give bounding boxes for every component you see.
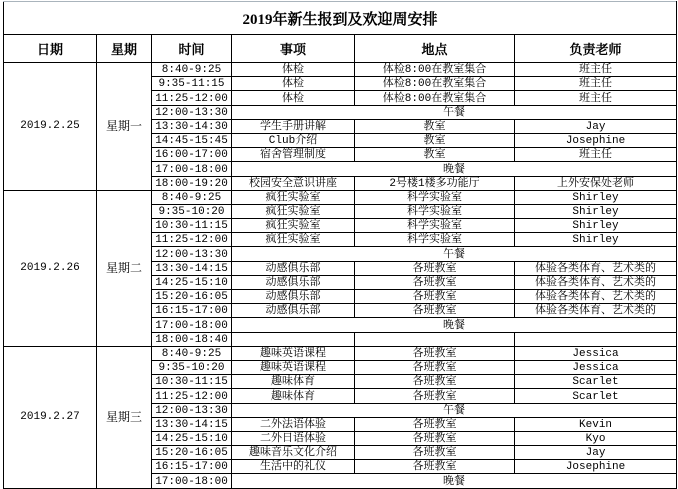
item-cell[interactable]: Club介绍 xyxy=(232,133,355,147)
item-cell[interactable]: 疯狂实验室 xyxy=(232,190,355,204)
location-cell[interactable]: 教室 xyxy=(355,148,515,162)
item-cell[interactable]: 生活中的礼仪 xyxy=(232,460,355,474)
item-cell[interactable]: 学生手册讲解 xyxy=(232,119,355,133)
item-cell[interactable]: 动感俱乐部 xyxy=(232,290,355,304)
table-row xyxy=(4,346,677,360)
meal-cell[interactable]: 午餐 xyxy=(232,105,677,119)
teacher-cell[interactable]: 体验各类体育、艺术类的 xyxy=(515,304,677,318)
time-cell[interactable]: 14:45-15:45 xyxy=(152,133,232,147)
table-row xyxy=(4,190,677,204)
teacher-cell[interactable]: Scarlet xyxy=(515,389,677,403)
time-cell[interactable]: 13:30-14:30 xyxy=(152,119,232,133)
day-weekday-cell[interactable]: 星期三 xyxy=(97,346,152,488)
meal-cell[interactable]: 晚餐 xyxy=(232,474,677,488)
teacher-cell[interactable]: Shirley xyxy=(515,190,677,204)
item-cell[interactable]: 趣味音乐文化介绍 xyxy=(232,446,355,460)
title-row xyxy=(4,2,677,35)
day-weekday-cell[interactable]: 星期一 xyxy=(97,63,152,191)
schedule-table xyxy=(3,1,677,489)
location-cell[interactable]: 各班教室 xyxy=(355,275,515,289)
item-cell[interactable]: 趣味体育 xyxy=(232,375,355,389)
time-cell[interactable]: 17:00-18:00 xyxy=(152,162,232,176)
location-cell[interactable]: 科学实验室 xyxy=(355,190,515,204)
time-cell[interactable]: 18:00-19:20 xyxy=(152,176,232,190)
item-cell[interactable] xyxy=(232,332,355,346)
location-cell[interactable]: 科学实验室 xyxy=(355,219,515,233)
teacher-cell[interactable]: 班主任 xyxy=(515,91,677,105)
item-cell[interactable]: 二外日语体验 xyxy=(232,431,355,445)
location-cell[interactable]: 各班教室 xyxy=(355,375,515,389)
header-row xyxy=(4,35,677,63)
teacher-cell[interactable]: 上外安保处老师 xyxy=(515,176,677,190)
teacher-cell[interactable]: 体验各类体育、艺术类的 xyxy=(515,261,677,275)
time-cell[interactable]: 12:00-13:30 xyxy=(152,247,232,261)
item-cell[interactable]: 宿舍管理制度 xyxy=(232,148,355,162)
item-cell[interactable]: 二外法语体验 xyxy=(232,417,355,431)
teacher-cell[interactable]: 班主任 xyxy=(515,77,677,91)
meal-cell[interactable]: 午餐 xyxy=(232,247,677,261)
location-cell[interactable]: 各班教室 xyxy=(355,290,515,304)
item-cell[interactable]: 动感俱乐部 xyxy=(232,261,355,275)
location-cell[interactable]: 体检8:00在教室集合 xyxy=(355,91,515,105)
location-cell[interactable]: 科学实验室 xyxy=(355,233,515,247)
day-date-cell[interactable]: 2019.2.26 xyxy=(4,190,97,346)
time-cell[interactable]: 11:25-12:00 xyxy=(152,91,232,105)
location-cell[interactable]: 体检8:00在教室集合 xyxy=(355,77,515,91)
item-cell[interactable]: 趣味英语课程 xyxy=(232,360,355,374)
time-cell[interactable]: 14:25-15:10 xyxy=(152,275,232,289)
time-cell[interactable]: 13:30-14:15 xyxy=(152,417,232,431)
time-cell[interactable]: 18:00-18:40 xyxy=(152,332,232,346)
teacher-cell[interactable]: 班主任 xyxy=(515,148,677,162)
time-cell[interactable]: 8:40-9:25 xyxy=(152,63,232,77)
location-cell[interactable]: 各班教室 xyxy=(355,446,515,460)
teacher-cell[interactable]: Shirley xyxy=(515,219,677,233)
teacher-cell[interactable]: Jay xyxy=(515,446,677,460)
location-cell[interactable] xyxy=(355,332,515,346)
location-cell[interactable]: 各班教室 xyxy=(355,431,515,445)
header-date[interactable]: 日期 xyxy=(4,35,97,63)
teacher-cell[interactable]: Kyo xyxy=(515,431,677,445)
time-cell[interactable]: 13:30-14:15 xyxy=(152,261,232,275)
time-cell[interactable]: 11:25-12:00 xyxy=(152,233,232,247)
item-cell[interactable]: 疯狂实验室 xyxy=(232,204,355,218)
day-date-cell[interactable]: 2019.2.25 xyxy=(4,63,97,191)
location-cell[interactable]: 2号楼1楼多功能厅 xyxy=(355,176,515,190)
time-cell[interactable]: 8:40-9:25 xyxy=(152,346,232,360)
teacher-cell[interactable]: Jay xyxy=(515,119,677,133)
location-cell[interactable]: 各班教室 xyxy=(355,346,515,360)
teacher-cell[interactable]: Jessica xyxy=(515,360,677,374)
item-cell[interactable]: 体检 xyxy=(232,91,355,105)
teacher-cell[interactable]: 体验各类体育、艺术类的 xyxy=(515,275,677,289)
sheet-title[interactable]: 2019年新生报到及欢迎周安排 xyxy=(4,2,677,35)
header-location[interactable]: 地点 xyxy=(355,35,515,63)
teacher-cell[interactable]: 体验各类体育、艺术类的 xyxy=(515,290,677,304)
location-cell[interactable]: 体检8:00在教室集合 xyxy=(355,63,515,77)
day-date-cell[interactable]: 2019.2.27 xyxy=(4,346,97,488)
time-cell[interactable]: 10:30-11:15 xyxy=(152,375,232,389)
item-cell[interactable]: 动感俱乐部 xyxy=(232,275,355,289)
day-weekday-cell[interactable]: 星期二 xyxy=(97,190,152,346)
time-cell[interactable]: 15:20-16:05 xyxy=(152,290,232,304)
teacher-cell[interactable]: Jessica xyxy=(515,346,677,360)
time-cell[interactable]: 16:15-17:00 xyxy=(152,460,232,474)
time-cell[interactable]: 10:30-11:15 xyxy=(152,219,232,233)
teacher-cell[interactable]: Josephine xyxy=(515,460,677,474)
item-cell[interactable]: 趣味体育 xyxy=(232,389,355,403)
item-cell[interactable]: 疯狂实验室 xyxy=(232,219,355,233)
teacher-cell[interactable]: Shirley xyxy=(515,204,677,218)
location-cell[interactable]: 各班教室 xyxy=(355,261,515,275)
item-cell[interactable]: 疯狂实验室 xyxy=(232,233,355,247)
item-cell[interactable]: 体检 xyxy=(232,77,355,91)
time-cell[interactable]: 11:25-12:00 xyxy=(152,389,232,403)
item-cell[interactable]: 动感俱乐部 xyxy=(232,304,355,318)
time-cell[interactable]: 12:00-13:30 xyxy=(152,403,232,417)
time-cell[interactable]: 16:00-17:00 xyxy=(152,148,232,162)
teacher-cell[interactable]: Kevin xyxy=(515,417,677,431)
location-cell[interactable]: 科学实验室 xyxy=(355,204,515,218)
time-cell[interactable]: 17:00-18:00 xyxy=(152,318,232,332)
time-cell[interactable]: 15:20-16:05 xyxy=(152,446,232,460)
meal-cell[interactable]: 晚餐 xyxy=(232,162,677,176)
location-cell[interactable]: 各班教室 xyxy=(355,360,515,374)
teacher-cell[interactable]: Shirley xyxy=(515,233,677,247)
teacher-cell[interactable]: 班主任 xyxy=(515,63,677,77)
location-cell[interactable]: 各班教室 xyxy=(355,304,515,318)
time-cell[interactable]: 9:35-10:20 xyxy=(152,204,232,218)
location-cell[interactable]: 教室 xyxy=(355,133,515,147)
item-cell[interactable]: 体检 xyxy=(232,63,355,77)
time-cell[interactable]: 17:00-18:00 xyxy=(152,474,232,488)
teacher-cell[interactable]: Scarlet xyxy=(515,375,677,389)
table-row xyxy=(4,63,677,77)
header-weekday[interactable]: 星期 xyxy=(97,35,152,63)
location-cell[interactable]: 各班教室 xyxy=(355,460,515,474)
header-teacher[interactable]: 负责老师 xyxy=(515,35,677,63)
meal-cell[interactable]: 午餐 xyxy=(232,403,677,417)
teacher-cell[interactable] xyxy=(515,332,677,346)
meal-cell[interactable]: 晚餐 xyxy=(232,318,677,332)
time-cell[interactable]: 8:40-9:25 xyxy=(152,190,232,204)
header-time[interactable]: 时间 xyxy=(152,35,232,63)
item-cell[interactable]: 趣味英语课程 xyxy=(232,346,355,360)
time-cell[interactable]: 14:25-15:10 xyxy=(152,431,232,445)
item-cell[interactable]: 校园安全意识讲座 xyxy=(232,176,355,190)
time-cell[interactable]: 9:35-11:15 xyxy=(152,77,232,91)
location-cell[interactable]: 各班教室 xyxy=(355,417,515,431)
teacher-cell[interactable]: Josephine xyxy=(515,133,677,147)
location-cell[interactable]: 各班教室 xyxy=(355,389,515,403)
time-cell[interactable]: 9:35-10:20 xyxy=(152,360,232,374)
header-item[interactable]: 事项 xyxy=(232,35,355,63)
time-cell[interactable]: 16:15-17:00 xyxy=(152,304,232,318)
time-cell[interactable]: 12:00-13:30 xyxy=(152,105,232,119)
location-cell[interactable]: 教室 xyxy=(355,119,515,133)
